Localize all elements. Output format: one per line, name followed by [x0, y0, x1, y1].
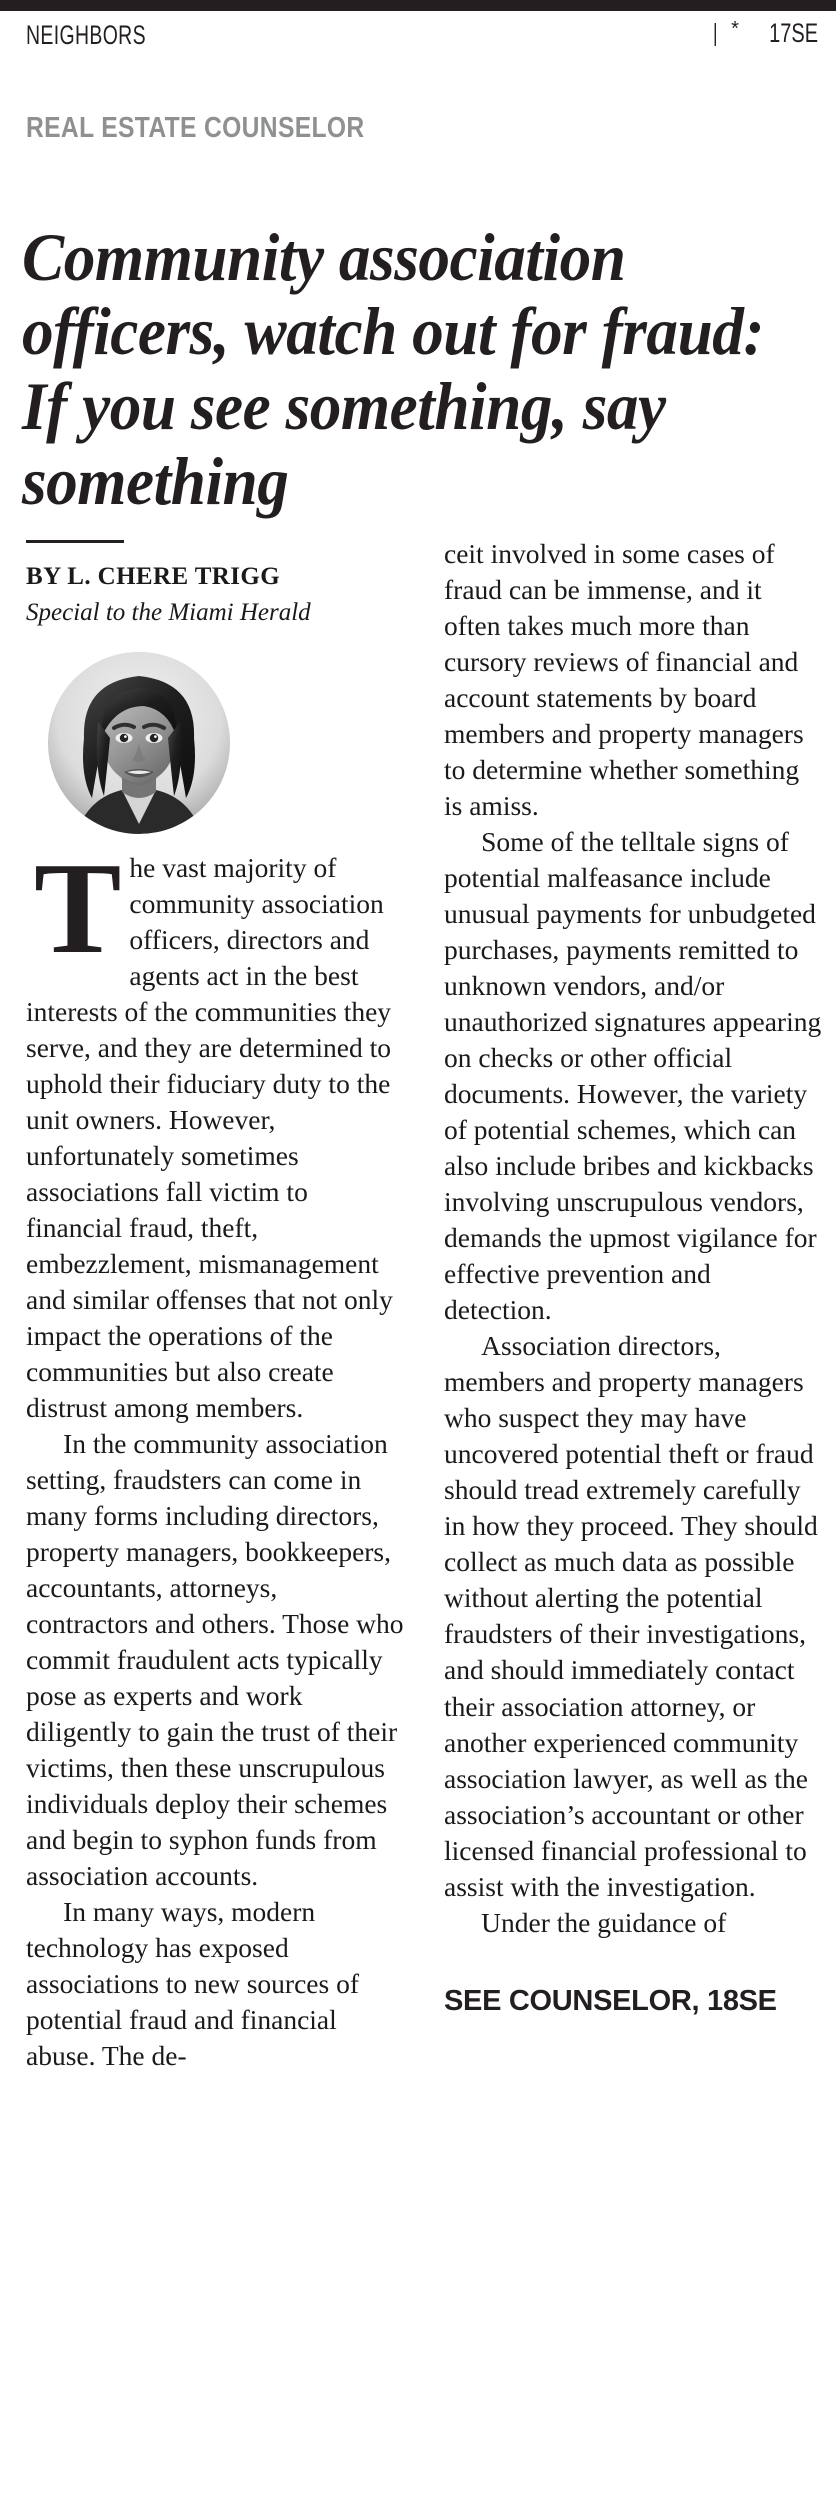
page-number: 17SE: [769, 18, 818, 48]
paragraph-text: he vast majority of community association officers, directors and agents act in the best interests of the communities they serve, and they are determined to uphold their fiduciary duty to the unit owners. However, unfortunately sometimes associations fall victim to financial fraud, theft, embezzlement, mismanagement and similar offenses that not only impact the operations of the communities but also create distrust among members.: [26, 851, 393, 1423]
running-head-right: [712, 18, 818, 49]
section-name: NEIGHBORS: [26, 20, 146, 50]
pipe-separator: |: [712, 19, 718, 47]
article-paragraph: [26, 1426, 404, 1894]
paragraph-text: Some of the telltale signs of potential malfeasance include unusual payments for unbudgeted purchases, payments remitted to unknown vendors, and/or unauthorized signatures appearing on checks or other official documents. However, the variety of potential schemes, which can also include bribes and kickbacks involving unscrupulous vendors, demands the upmost vigilance for effective prevention and detection.: [444, 826, 822, 1326]
avatar: [48, 652, 230, 834]
left-column: [26, 536, 404, 2074]
star-icon: *: [731, 17, 739, 40]
drop-cap: T: [34, 835, 122, 981]
jumpline[interactable]: SEE COUNSELOR, 18SE: [444, 1984, 777, 2017]
byline-rule: [26, 540, 124, 543]
byline-credit: Special to the Miami Herald: [26, 598, 311, 626]
paragraph-text: Association directors, members and property managers who suspect they may have uncovered potential theft or fraud should tread extremely carefully in how they proceed. They should collect as much data as possible without alerting the potential fraudsters of their investigations, and should immediately contact their association attorney, or another experienced community association lawyer, as well as the association’s accountant or other licensed financial professional to assist with the investigation.: [444, 1330, 818, 1902]
top-rule-divider: [0, 0, 836, 11]
article-paragraph: [444, 1328, 822, 1904]
article-paragraph: [26, 835, 404, 1426]
article-paragraph: [444, 1905, 822, 1941]
column-kicker: REAL ESTATE COUNSELOR: [26, 112, 365, 144]
right-column: [444, 536, 822, 2021]
paragraph-text: In many ways, modern technology has exposed associations to new sources of potential fraud and financial abuse. The de-: [26, 1895, 359, 2072]
article-paragraph: [444, 536, 822, 824]
author-headshot-image: [48, 652, 230, 834]
article-paragraph: [26, 1894, 404, 2074]
article-paragraph: [444, 824, 822, 1328]
paragraph-text: In the community association setting, fraudsters can come in many forms including directors, property managers, bookkeepers, accountants, attorneys, contractors and others. Those who commit fraudulent acts typically pose as experts and work diligently to gain the trust of their victims, then these unscrupulous individuals deploy their schemes and begin to syphon funds from association accounts.: [26, 1427, 404, 1891]
paragraph-text: Under the guidance of: [481, 1906, 727, 1938]
running-head: [0, 18, 836, 66]
paragraph-text: ceit involved in some cases of fraud can be immense, and it often takes much more than cursory reviews of financial and account statements by board members and property managers to determine whether something is amiss.: [444, 538, 804, 822]
byline-author: BY L. CHERE TRIGG: [26, 563, 281, 590]
page-title: Community association officers, watch out for fraud: If you see something, say something: [22, 218, 765, 519]
